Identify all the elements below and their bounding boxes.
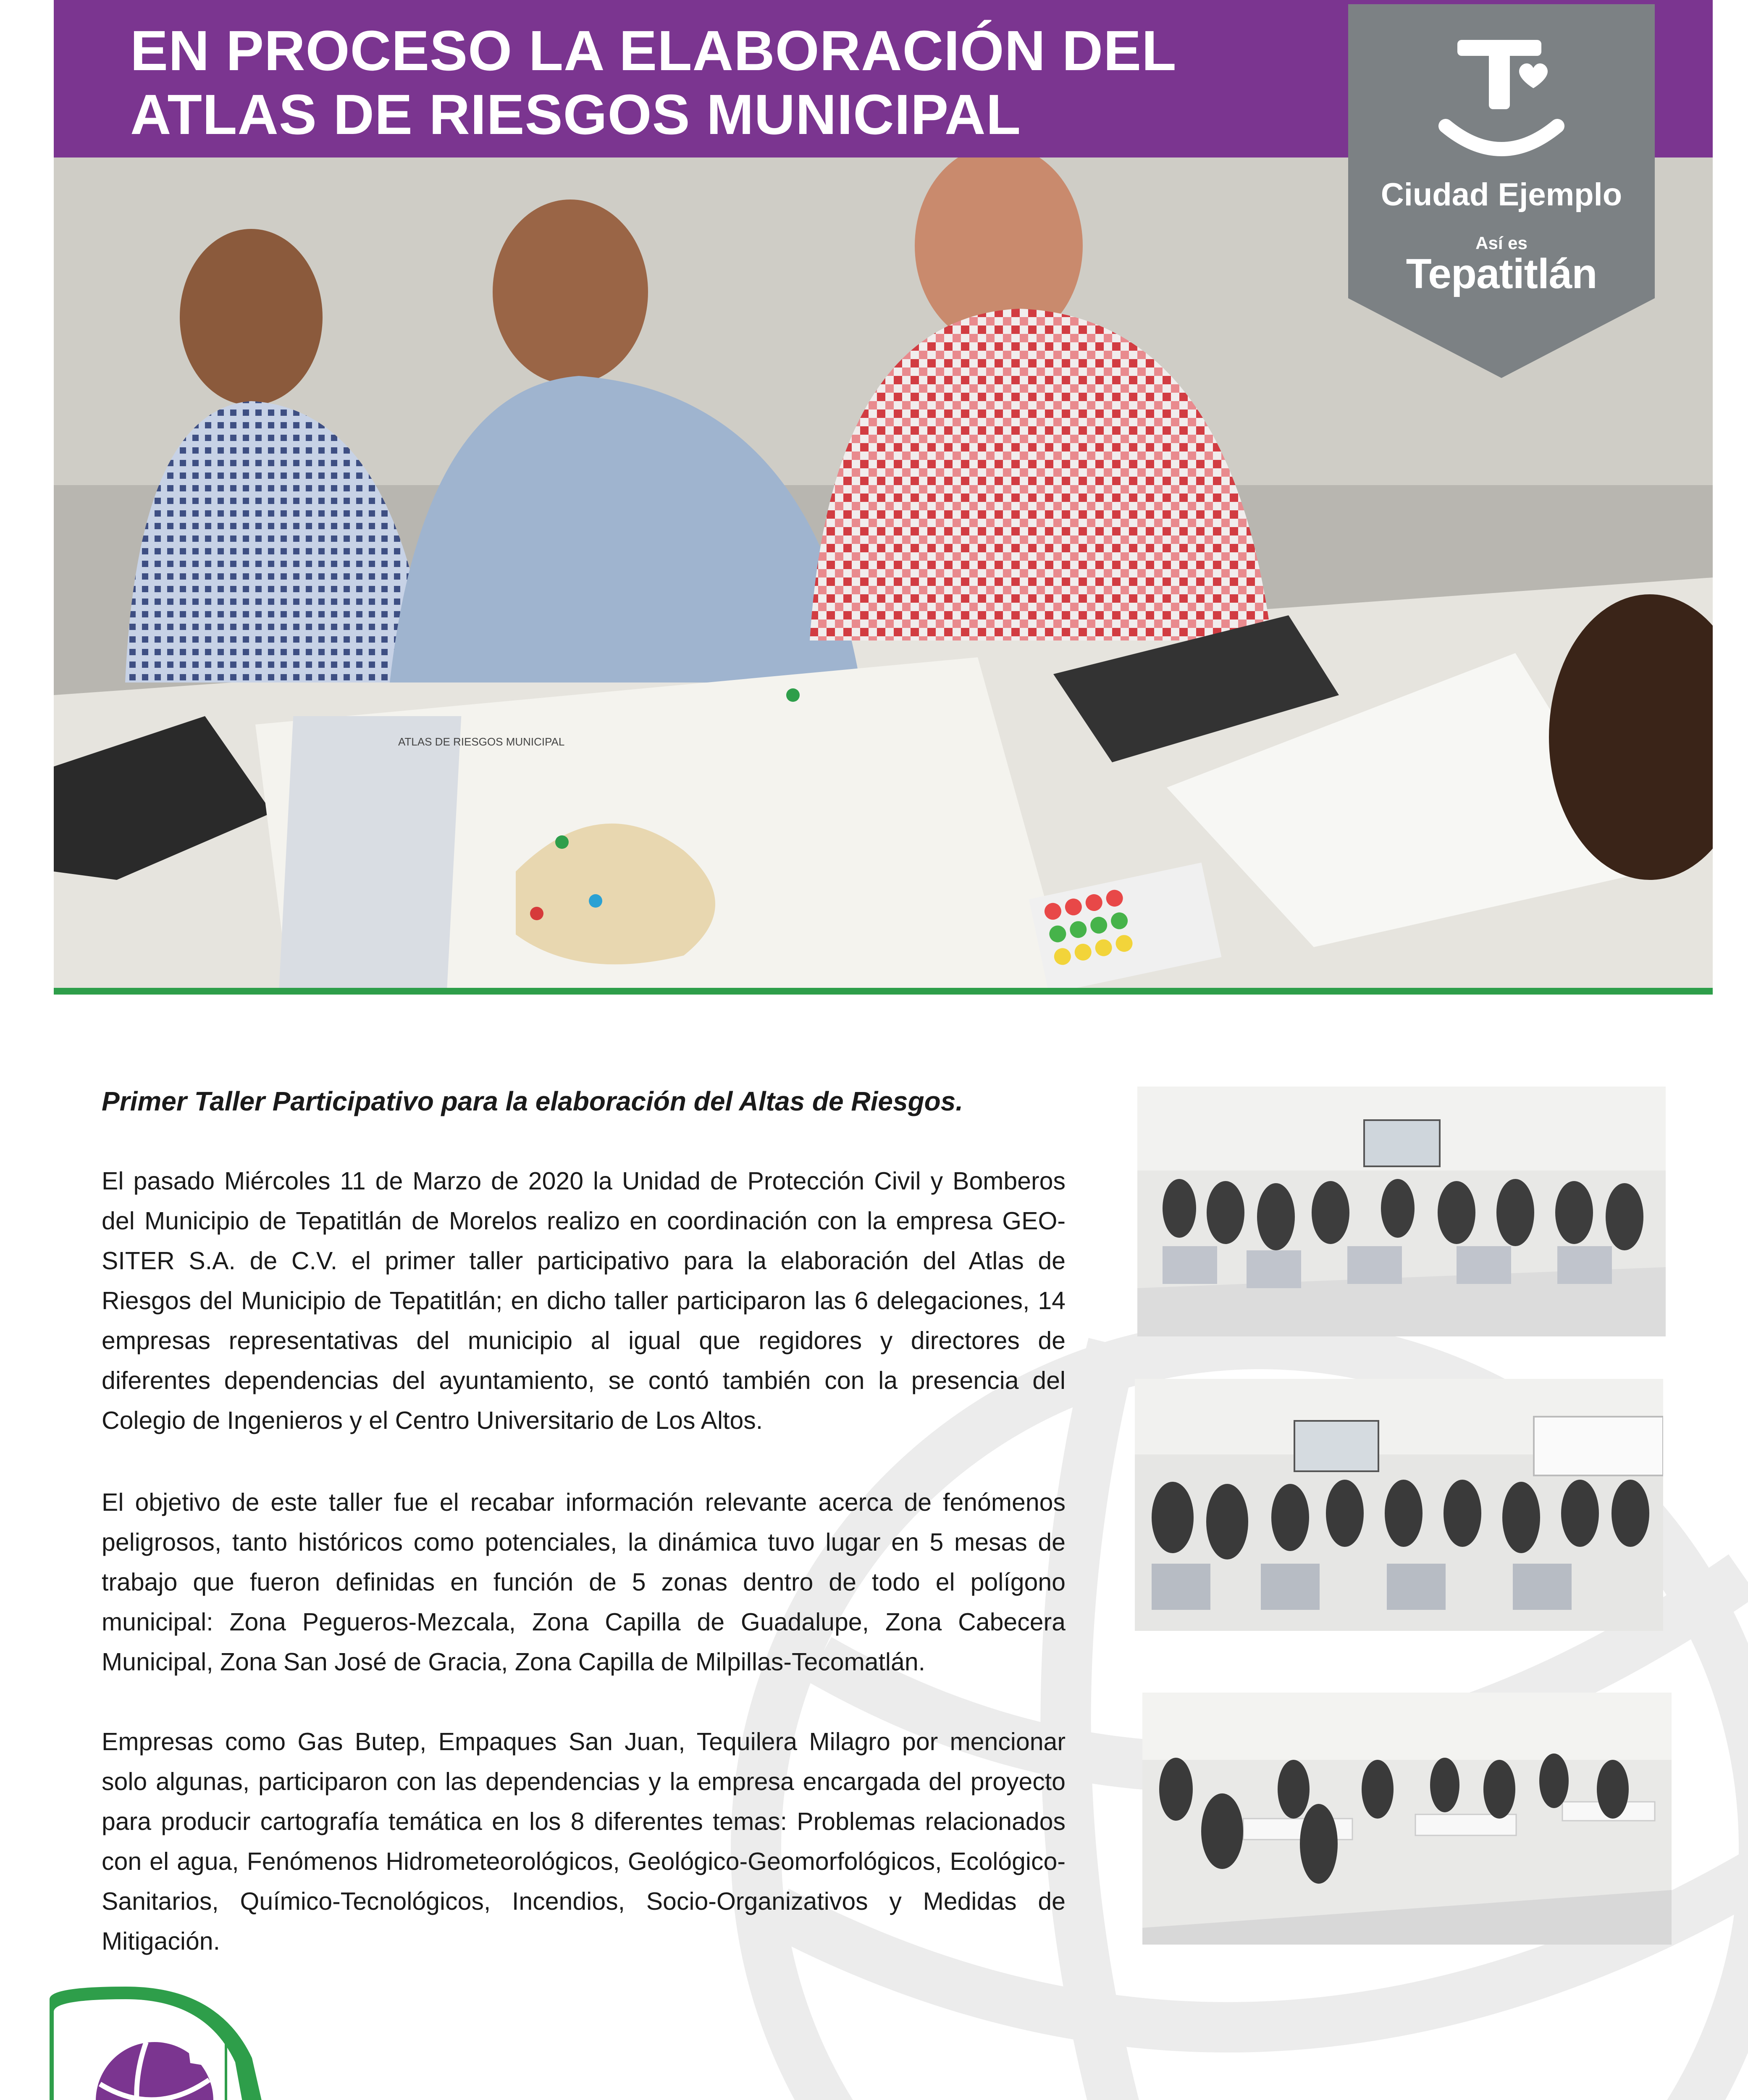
title-line-2: ATLAS DE RIESGOS MUNICIPAL: [130, 83, 1021, 146]
workshop-photo-1: [1137, 1087, 1666, 1336]
workshop-photo-3: [1142, 1693, 1672, 1945]
article-paragraph-2: El objetivo de este taller fue el recabar información relevante acerca de fenómenos peligrosos, tanto históricos como potenciales, la dinámica tuvo lugar en 5 mesas de trabajo que fueron definidas en función de 5 zonas dentro de todo el polígono municipal: Zona Pegueros-Mezcala, Zona Capilla de Guadalupe, Zona Cabecera Municipal, Zona San José de Gracia, Zona Capilla de Milpillas-Tecomatlán.: [102, 1488, 1066, 1676]
photo-divider: [54, 988, 1713, 995]
page-title: [130, 19, 1348, 147]
implan-logo-icon: [50, 2000, 276, 2100]
logo-city-name: Ciudad Ejemplo: [1381, 177, 1622, 213]
map-title: ATLAS DE RIESGOS MUNICIPAL: [398, 735, 565, 748]
article-paragraph-3: Empresas como Gas Butep, Empaques San Juan, Tequilera Milagro por mencionar solo algunas, participaron con las dependencias y la empresa encargada del proyecto para producir cartografía temática en los 8 diferentes temas: Problemas relacionados con el agua, Fenómenos Hidrometeorológicos, Geológico-Geomorfológicos, Ecológico-Sanitarios, Químico-Tecnológicos, Incendios, Socio-Organizativos y Medidas de Mitigación.: [102, 1728, 1066, 1955]
workshop-photo-2: [1135, 1379, 1663, 1631]
logo-tagline: Así es: [1475, 233, 1528, 253]
logo-brand: Tepatitlán: [1406, 250, 1597, 297]
article-subheading: Primer Taller Participativo para la elaboración del Altas de Riesgos.: [102, 1086, 963, 1116]
article-paragraph-1: El pasado Miércoles 11 de Marzo de 2020 la Unidad de Protección Civil y Bomberos del Municipio de Tepatitlán de Morelos realizo en coordinación con la empresa GEO-SITER S.A. de C.V. el primer taller participativo para la elaboración del Atlas de Riesgos del Municipio de Tepatitlán; en dicho taller participaron las 6 delegaciones, 14 empresas representativas del municipio al igual que regidores y directores de diferentes dependencias del ayuntamiento, se contó también con la presencia del Colegio de Ingenieros y el Centro Universitario de Los Altos.: [102, 1167, 1066, 1434]
title-line-1: EN PROCESO LA ELABORACIÓN DEL: [130, 19, 1177, 82]
city-logo: [1348, 4, 1655, 378]
